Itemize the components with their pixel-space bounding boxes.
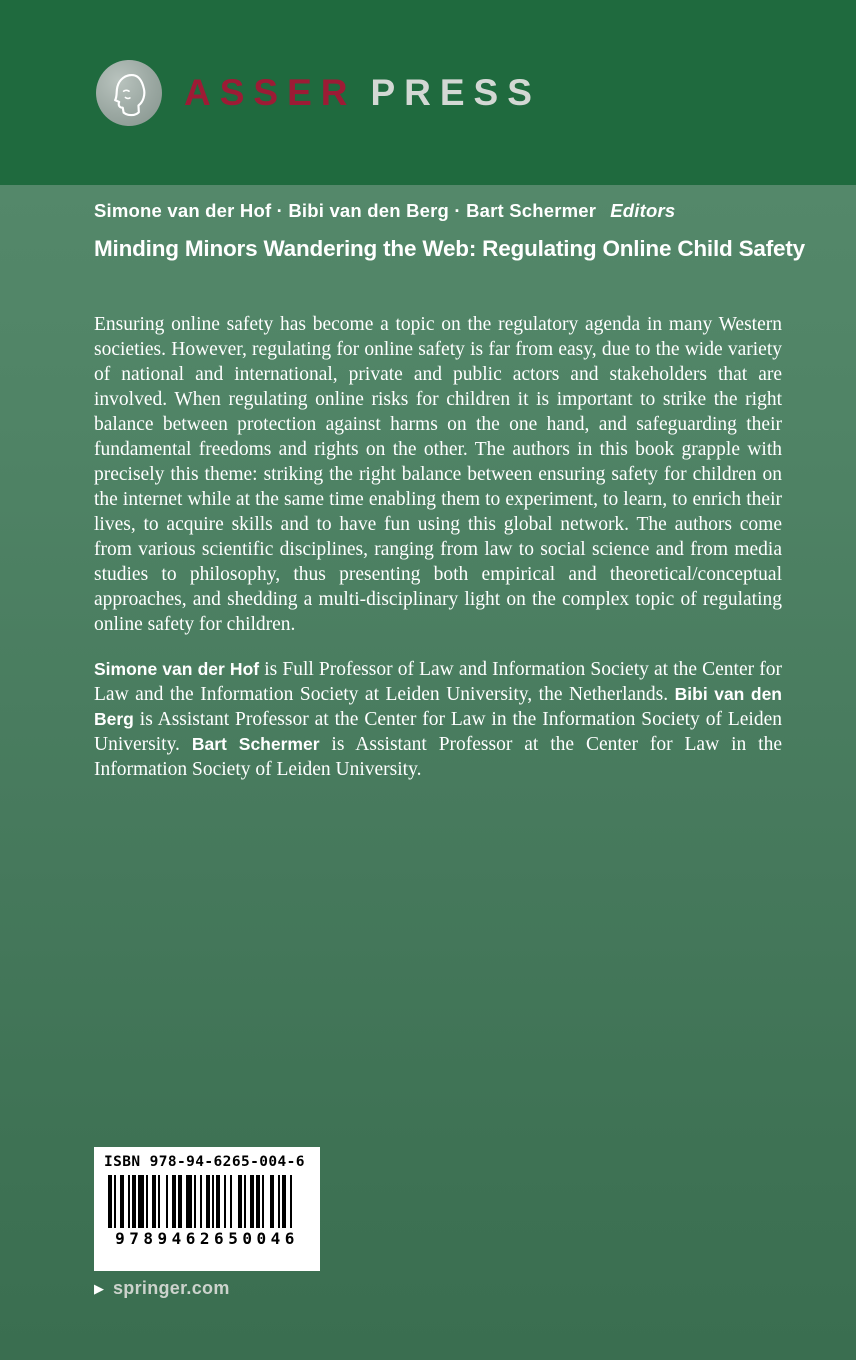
- editor-bios: [94, 657, 782, 782]
- bio-name: Simone van der Hof: [94, 658, 260, 679]
- editors-label: Editors: [610, 200, 676, 221]
- asser-portrait-icon: [96, 60, 162, 126]
- bio-text: is Full Professor of Law and Information Society at the Center for Law and the Information Society at Leiden University, the Netherlands.: [94, 658, 782, 705]
- bio-name: Bibi van den Berg: [94, 683, 782, 729]
- book-blurb: Ensuring online safety has become a topic on the regulatory agenda in many Western societies. However, regulating for online safety is far from easy, due to the wide variety of national and international, private and public actors and stakeholders that are involved. When regulating online risks for children it is important to strike the right balance between protection against harms on the one hand, and safeguarding their fundamental freedoms and rights on the other. The authors in this book grapple with precisely this theme: striking the right balance between ensuring safety for children on the internet while at the same time enabling them to experiment, to learn, to enrich their lives, to acquire skills and to have fun using this global network. The authors come from various scientific disciplines, ranging from law to social science and from media studies to philosophy, thus presenting both empirical and theoretical/conceptual approaches, and shedding a multi-disciplinary light on the complex topic of regulating online safety for children.: [94, 314, 782, 635]
- editor-names: Simone van der Hof · Bibi van den Berg · Bart Schermer: [94, 200, 597, 221]
- publisher-band: [0, 0, 856, 185]
- barcode-digits: 9789462650046: [108, 1228, 306, 1249]
- back-cover-content: [94, 200, 805, 801]
- springer-line: [94, 1278, 230, 1299]
- bio-text: is Assistant Professor at the Center for Law in the Information Society of Leiden University.: [94, 733, 782, 780]
- bio-name: Bart Schermer: [191, 733, 320, 754]
- book-title: Minding Minors Wandering the Web: Regulating Online Child Safety: [94, 236, 805, 261]
- editors-line: [94, 200, 782, 222]
- bio-text: is Assistant Professor at the Center for Law in the Information Society of Leiden University.: [94, 708, 782, 755]
- barcode: [108, 1175, 306, 1247]
- springer-url: springer.com: [113, 1278, 230, 1298]
- publisher-brand: [184, 72, 541, 114]
- publisher-logo: [96, 60, 162, 126]
- isbn-label: ISBN 978-94-6265-004-6: [104, 1154, 305, 1170]
- brand-name-asser: ASSER: [184, 71, 357, 113]
- arrow-right-icon: ▶: [94, 1281, 104, 1296]
- brand-name-press: PRESS: [370, 71, 541, 113]
- isbn-box: [94, 1147, 320, 1271]
